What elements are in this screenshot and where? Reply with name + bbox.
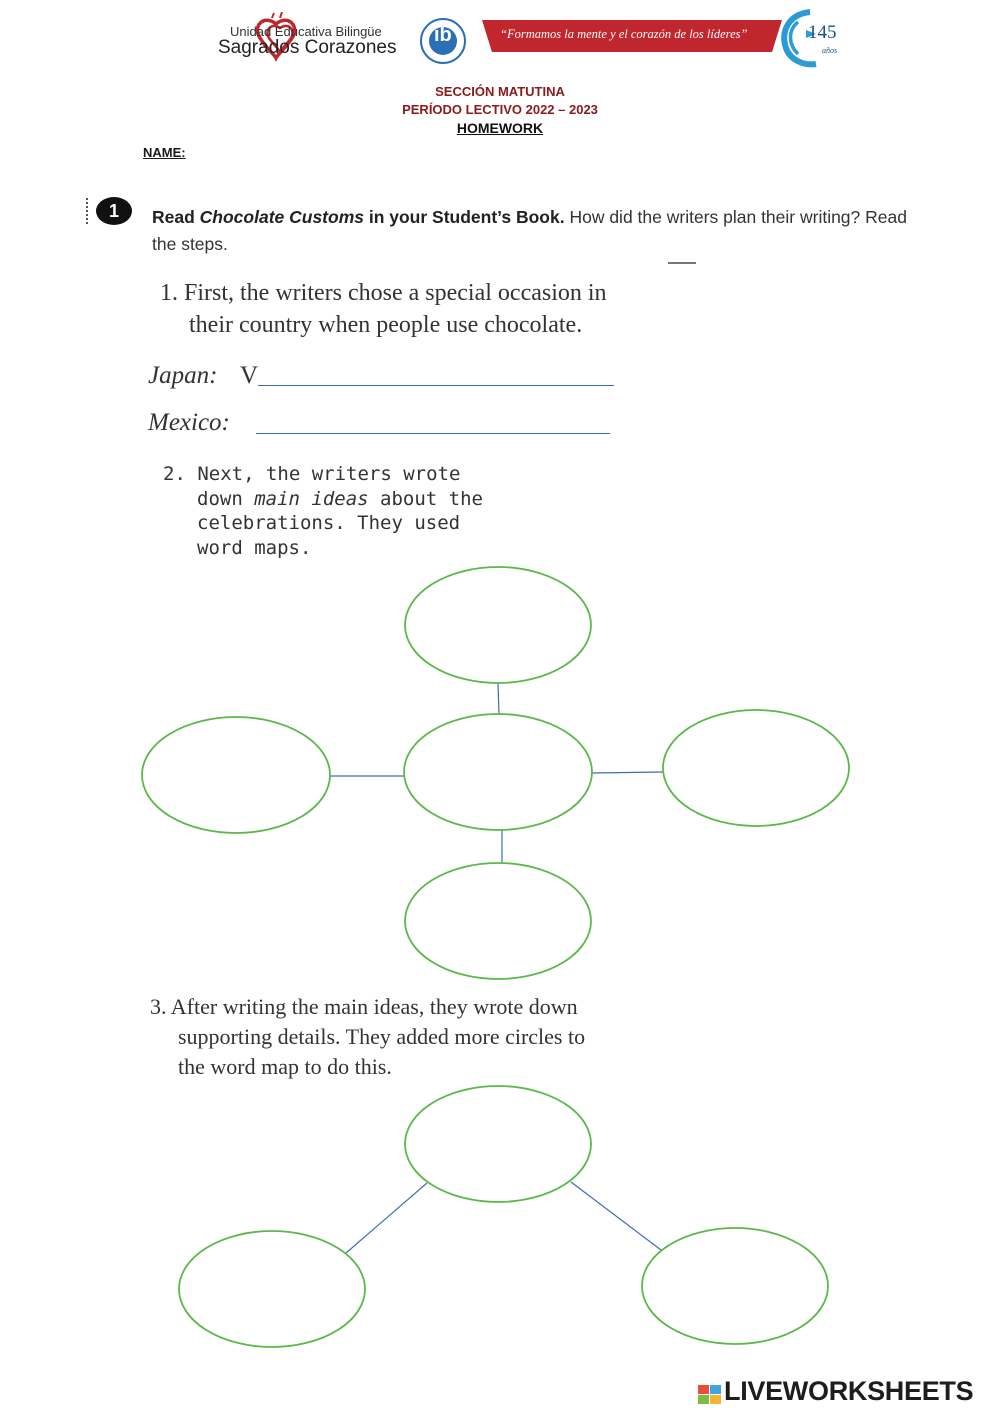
- word-map-2-circle-top[interactable]: [405, 1086, 591, 1202]
- anniversary-word: años: [822, 46, 838, 55]
- instruction-italic-title: Chocolate Customs: [199, 207, 364, 227]
- step-2-line-4: word maps.: [197, 536, 312, 559]
- step-1-line-2: their country when people use chocolate.: [189, 312, 583, 338]
- word-map-2-circle-left[interactable]: [179, 1231, 365, 1347]
- liveworksheets-brand: LIVEWORKSHEETS: [724, 1376, 974, 1406]
- word-map-2-connector-left: [346, 1183, 427, 1253]
- japan-value[interactable]: V: [240, 362, 259, 389]
- exercise-number-badge: 1: [96, 197, 132, 225]
- school-name-line1: Unidad Educativa Bilingüe: [230, 24, 382, 39]
- homework-title-text: HOMEWORK: [456, 120, 544, 136]
- school-name-line2: Sagrados Corazones: [218, 37, 397, 58]
- step-2-line-2-post: about the: [368, 487, 483, 510]
- step-2-line-2-pre: down: [197, 487, 255, 510]
- school-motto: “Formamos la mente y el corazón de los líderes”: [500, 27, 748, 41]
- mexico-label: Mexico:: [148, 409, 230, 436]
- instruction-bold-1: Read: [152, 207, 200, 227]
- step-2-line-1: 2. Next, the writers wrote: [163, 463, 461, 485]
- name-label: NAME:: [143, 145, 186, 160]
- ib-logo-label: ib: [434, 24, 452, 46]
- step-3-line-1: 3. After writing the main ideas, they wrote down: [150, 994, 578, 1019]
- liveworksheets-logo-icon: [697, 1376, 723, 1412]
- word-map-2-circle-right[interactable]: [642, 1228, 828, 1344]
- period-title: PERÍODO LECTIVO 2022 – 2023: [402, 102, 598, 117]
- word-map-2-connector-right: [571, 1182, 661, 1250]
- step-3-line-3: the word map to do this.: [178, 1054, 392, 1079]
- section-title: SECCIÓN MATUTINA: [435, 84, 565, 99]
- step-1-line-1: 1. First, the writers chose a special occasion in: [160, 280, 607, 306]
- japan-label: Japan:: [148, 362, 218, 389]
- step-3-line-2: supporting details. They added more circles to: [178, 1024, 586, 1049]
- anniversary-number: 145: [808, 22, 837, 43]
- step-2-main-ideas: main ideas: [254, 487, 369, 510]
- instruction-bold-2: in your Student’s Book.: [363, 207, 565, 227]
- instruction-rest: How did the writers plan their writing? Read the steps.: [152, 207, 907, 254]
- step-2-line-3: celebrations. They used: [197, 512, 461, 534]
